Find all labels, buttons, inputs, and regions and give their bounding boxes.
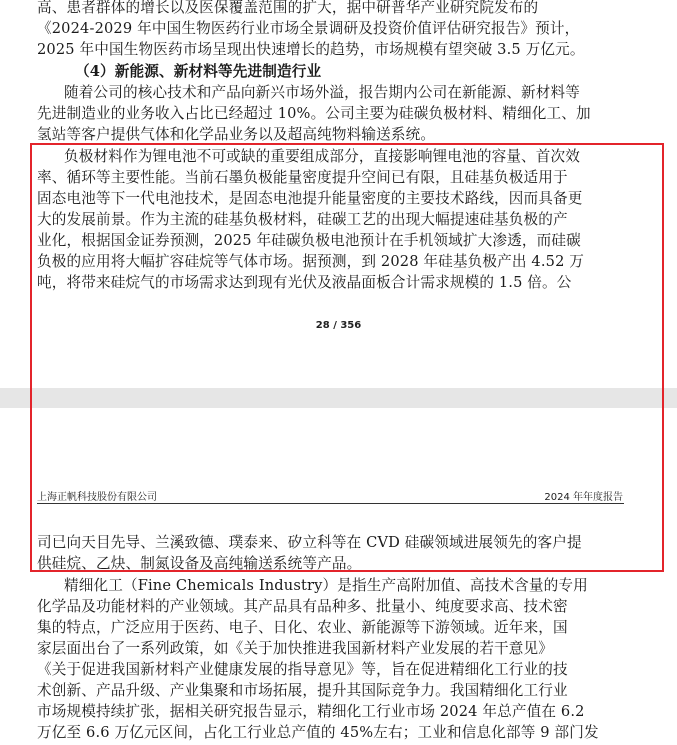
body-text-line: 术创新、产品升级、产业集聚和市场拓展，提升其国际竞争力。我国精细化工行业 (37, 682, 568, 699)
body-text-line: 吨，将带来硅烷气的市场需求达到现有光伏及液晶面板合计需求规模的 1.5 倍。公 (37, 274, 572, 291)
body-text-line: 氢站等客户提供气体和化学品业务以及超高纯物料输送系统。 (37, 126, 436, 143)
body-text-line: 《2024-2029 年中国生物医药行业市场全景调研及投资价值评估研究报告》预计， (37, 20, 580, 37)
body-text-line: 2025 年中国生物医药市场呈现出快速增长的趋势，市场规模有望突破 3.5 万亿元。 (37, 41, 585, 58)
body-text-line: 大的发展前景。作为主流的硅基负极材料，硅碳工艺的出现大幅提速硅基负极的产 (37, 211, 568, 228)
page-number: 28 / 356 (315, 320, 362, 331)
footer-divider (37, 503, 624, 504)
body-text-line: 集的特点，广泛应用于医药、电子、日化、农业、新能源等下游领域。近年来，国 (37, 619, 568, 636)
body-text-line: 固态电池等下一代电池技术，是固态电池提升能量密度的主要技术路线，因而具备更 (37, 190, 583, 207)
page-gap (0, 388, 677, 408)
body-text-line: 万亿至 6.6 万亿元区间，占化工行业总产值的 45%左右；工业和信息化部等 9 部门发 (37, 724, 599, 741)
body-text-line: 《关于促进我国新材料产业健康发展的指导意见》等，旨在促进精细化工行业的技 (37, 661, 568, 678)
section-heading: （4）新能源、新材料等先进制造行业 (75, 63, 322, 80)
body-text-line: 供硅烷、乙炔、制氮设备及高纯输送系统等产品。 (37, 555, 362, 572)
body-text-line: 化学品及功能材料的产业领域。其产品具有品种多、批量小、纯度要求高、技术密 (37, 598, 568, 615)
body-text-line: 负极的应用将大幅扩容硅烷等气体市场。据预测，到 2028 年硅基负极产出 4.52 万 (37, 253, 585, 270)
footer-report-title: 2024 年年度报告 (544, 492, 623, 503)
body-text-line: 率、循环等主要性能。当前石墨负极能量密度提升空间已有限，且硅基负极适用于 (37, 169, 568, 186)
body-text-line: 负极材料作为锂电池不可或缺的重要组成部分，直接影响锂电池的容量、首次效 (64, 148, 581, 165)
footer-company-name: 上海正帆科技股份有限公司 (37, 492, 157, 503)
body-text-line: 精细化工（Fine Chemicals Industry）是指生产高附加值、高技术含量的专用 (64, 577, 588, 594)
body-text-line: 司已向天目先导、兰溪致德、璞泰来、矽立科等在 CVD 硅碳领域进展领先的客户提 (37, 534, 582, 551)
body-text-line: 高、患者群体的增长以及医保覆盖范围的扩大，据中研普华产业研究院发布的 (37, 0, 539, 16)
body-text-line: 随着公司的核心技术和产品向新兴市场外溢，报告期内公司在新能源、新材料等 (64, 84, 581, 101)
body-text-line: 先进制造业的业务收入占比已经超过 10%。公司主要为硅碳负极材料、精细化工、加 (37, 105, 591, 122)
body-text-line: 市场规模持续扩张，据相关研究报告显示，精细化工行业市场 2024 年总产值在 6.2 (37, 703, 585, 720)
body-text-line: 家层面出台了一系列政策，如《关于加快推进我国新材料产业发展的若干意见》 (37, 640, 554, 657)
body-text-line: 业化，根据国金证券预测，2025 年硅碳负极电池预计在手机领域扩大渗透，而硅碳 (37, 232, 581, 249)
